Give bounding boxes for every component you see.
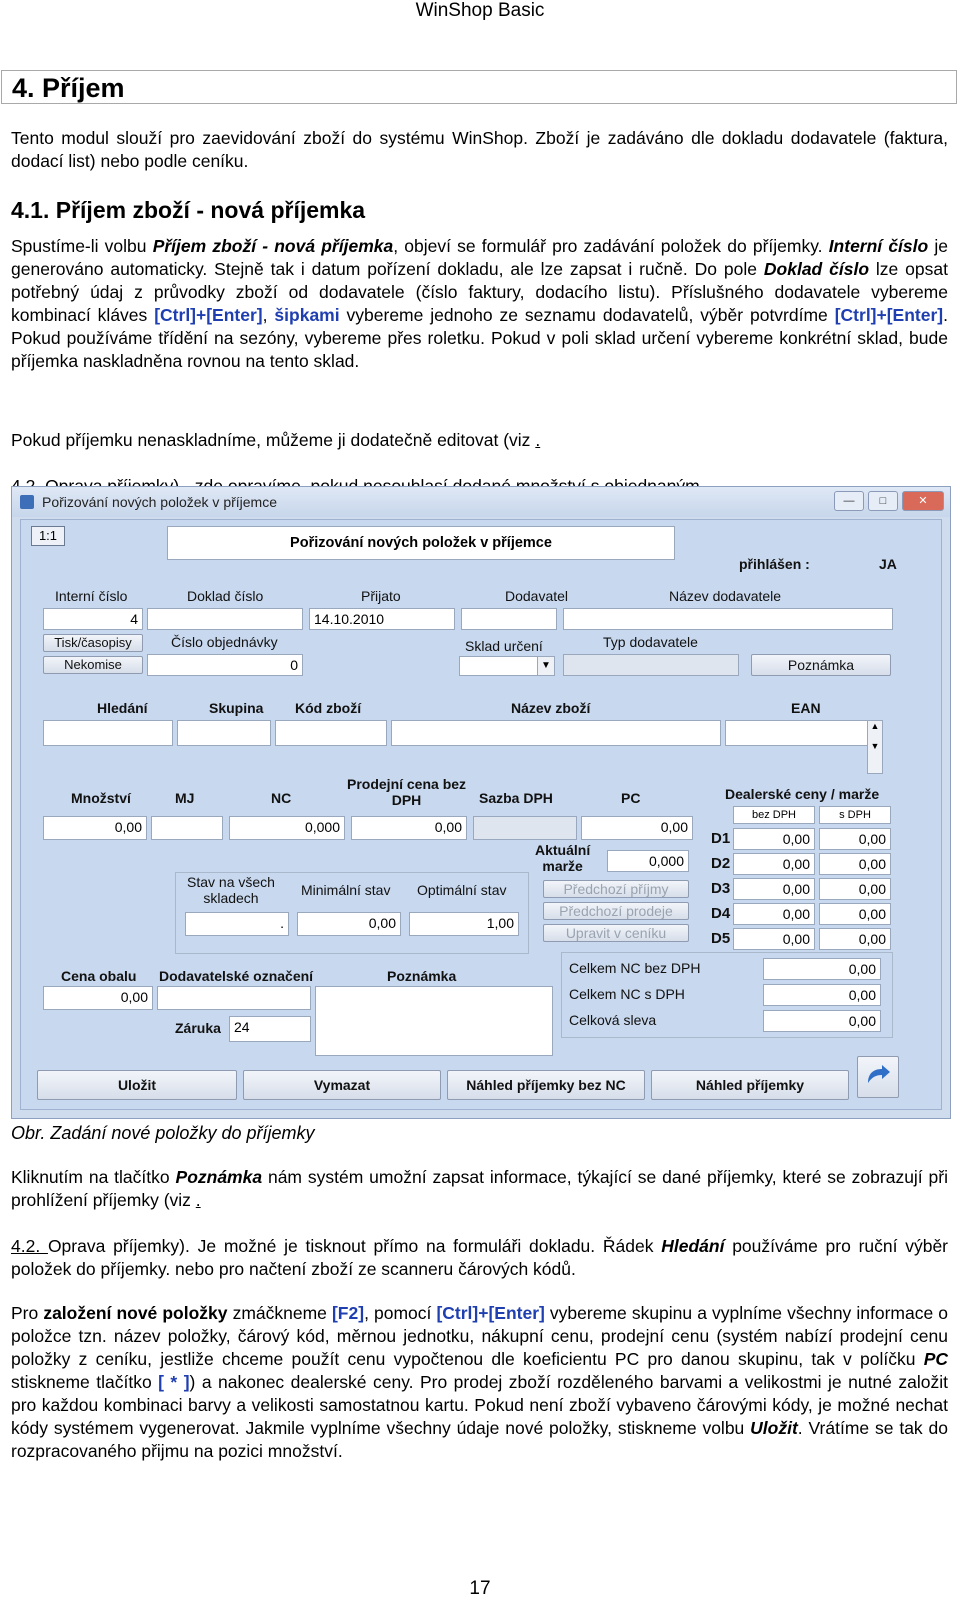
doklad-cislo-label: Doklad číslo — [187, 588, 264, 604]
dealer-bez-d3[interactable]: 0,00 — [733, 878, 815, 900]
maximize-icon[interactable]: □ — [868, 491, 898, 511]
nazev-dodavatele-label: Název dodavatele — [669, 588, 782, 604]
typ-dodavatele-field[interactable] — [563, 654, 739, 676]
doklad-cislo-field[interactable] — [147, 608, 303, 630]
dodavatelske-oznaceni-field[interactable] — [157, 986, 311, 1010]
nazev-zbozi-label: Název zboží — [511, 700, 591, 716]
interni-cislo-label: Interní číslo — [55, 588, 128, 604]
dealer-label-d5: D5 — [711, 930, 731, 947]
intro-paragraph: Tento modul slouží pro zaevidování zboží do systému WinShop. Zboží je zadáváno dle dokladu dodavatele (faktura, dodací list) nebo podle ceníku. — [11, 128, 948, 171]
upravit-v-ceniku-button[interactable]: Upravit v ceníku — [543, 924, 689, 942]
nekomise-button[interactable]: Nekomise — [43, 656, 143, 674]
paragraph-3: Kliknutím na tlačítko Poznámka nám systém umožní zapsat informace, týkající se dané příjemky, které se zobrazují při prohlížení příjemky (viz . 4.2. Oprava příjemky). Je možné je tisknout přímo na formuláři dokladu. Řádek Hledání používáme pro ruční výběr položek do příjemky. nebo pro načtení zboží ze scanneru čárových kódů. — [11, 1167, 949, 1279]
kod-zbozi-input[interactable] — [275, 720, 387, 746]
nahled-button[interactable]: Náhled příjemky — [651, 1070, 849, 1100]
poznamka-field[interactable] — [315, 986, 553, 1056]
dealer-label-d2: D2 — [711, 855, 731, 872]
nazev-zbozi-input[interactable] — [391, 720, 721, 746]
ratio-badge: 1:1 — [31, 526, 65, 546]
dealer-bez-d4[interactable]: 0,00 — [733, 903, 815, 925]
section-title: 4.1. Příjem zboží - nová příjemka — [11, 197, 366, 223]
celkem-nc-bez-label: Celkem NC bez DPH — [569, 960, 701, 976]
prihlasen-value: JA — [879, 556, 897, 572]
cena-obalu-label: Cena obalu — [61, 968, 137, 984]
pc-input[interactable]: 0,00 — [581, 816, 693, 840]
prodejni-cena-label: Prodejní cena bez DPH — [347, 776, 467, 808]
dodavatelske-oznaceni-label: Dodavatelské označení — [159, 968, 314, 984]
stav-vsech-field[interactable]: . — [185, 912, 289, 936]
typ-dodavatele-label: Typ dodavatele — [603, 634, 698, 650]
celkova-sleva-field[interactable]: 0,00 — [763, 1010, 881, 1032]
predchozi-prodeje-button[interactable]: Předchozí prodeje — [543, 902, 689, 920]
return-arrow-icon — [864, 1063, 892, 1089]
chapter-title: 4. Příjem — [1, 70, 957, 104]
cislo-objednavky-label: Číslo objednávky — [171, 634, 278, 650]
chevron-down-icon[interactable]: ▼ — [537, 657, 554, 675]
tisk-casopisy-button[interactable]: Tisk/časopisy — [43, 634, 143, 652]
skupina-label: Skupina — [209, 700, 264, 716]
xref-link[interactable]: . — [535, 430, 541, 450]
kod-zbozi-label: Kód zboží — [295, 700, 362, 716]
xref-link[interactable]: . — [195, 1190, 201, 1210]
stav-label: Stav na všech skladech — [187, 874, 275, 906]
window-titlebar — [12, 487, 950, 517]
nc-label: NC — [271, 790, 292, 806]
skupina-input[interactable] — [177, 720, 271, 746]
cislo-objednavky-field[interactable]: 0 — [147, 654, 303, 676]
app-icon — [20, 495, 34, 509]
min-stav-field[interactable]: 0,00 — [297, 912, 401, 936]
page-number: 17 — [469, 1578, 491, 1599]
dealer-label-d3: D3 — [711, 880, 731, 897]
dealer-bez-d1[interactable]: 0,00 — [733, 828, 815, 850]
paragraph-2: Pokud příjemku nenaskladníme, můžeme ji dodatečně editovat (viz . — [11, 417, 948, 509]
nazev-dodavatele-field[interactable] — [563, 608, 893, 630]
min-stav-label: Minimální stav — [301, 882, 391, 898]
figure-caption: Obr. Zadání nové položky do příjemky — [11, 1123, 315, 1143]
close-icon[interactable]: ✕ — [902, 491, 944, 511]
prijato-field[interactable]: 14.10.2010 — [309, 608, 455, 630]
prihlasen-label: přihlášen : — [739, 556, 810, 572]
zaruka-field[interactable]: 24 — [229, 1016, 311, 1042]
dodavatel-field[interactable] — [461, 608, 557, 630]
dealer-s-d5[interactable]: 0,00 — [819, 928, 891, 950]
dealer-s-d4[interactable]: 0,00 — [819, 903, 891, 925]
poznamka-button[interactable]: Poznámka — [751, 654, 891, 676]
form-title: Pořizování nových položek v příjemce — [167, 526, 675, 560]
opt-stav-field[interactable]: 1,00 — [409, 912, 519, 936]
mj-label: MJ — [175, 790, 195, 806]
aktualni-marze-label: Aktuální marže — [535, 842, 591, 874]
ulozit-button[interactable]: Uložit — [37, 1070, 237, 1100]
paragraph-1: Spustíme-li volbu Příjem zboží - nová příjemka, objeví se formulář pro zadávání položek do příjemky. Interní číslo je generováno automaticky. Stejně tak i datum pořízení dokladu, ale lze zapsat i ručně. Do pole Doklad číslo lze opsat potřebný údaj z průvodky zboží od dodavatele (číslo faktury, dodacího listu). Příslušného dodavatele vybereme kombinací kláves [Ctrl]+[Enter], šipkami vybereme jednoho ze seznamu dodavatelů, výběr potvrdíme [Ctrl]+[Enter]. Pokud používáme třídění na sezóny, vybereme přes roletku. Pokud v poli sklad určení vybereme konkrétní sklad, bude příjemka naskladněna rovnou na tento sklad. — [11, 236, 948, 371]
ean-label: EAN — [791, 700, 821, 716]
paragraph-4: Pro založení nové položky zmáčkneme [F2], pomocí [Ctrl]+[Enter] vybereme skupinu a vyplníme všechny informace o položce tzn. název položky, čárový kód, měrnou jednotku, nákupní cenu, prodejní cenu (systém nabízí prodejní cenu položky z ceníku, jestliže chceme použít cenu vypočtenou dle koeficientu PC pro danou skupinu, tak v políčku PC stiskneme tlačítko [ * ]) a nakonec dealerské ceny. Pro prodej zboží rozděleného barvami a velikostmi je nutné založit pro každou kombinaci barvy a velikosti samostatnou kartu. Pokud není zboží vybaveno čárovými kódy, je možné nechat kódy systémem vygenerovat. Jakmile vyplníme všechny údaje nové položky, stiskneme volbu Uložit. Vrátíme se tak do rozpracovaného přijmu na pozici množství. — [11, 1303, 948, 1461]
bez-dph-header: bez DPH — [733, 806, 815, 824]
dealer-label-d4: D4 — [711, 905, 731, 922]
dealer-s-d1[interactable]: 0,00 — [819, 828, 891, 850]
prijato-label: Přijato — [361, 588, 401, 604]
mnozstvi-input[interactable]: 0,00 — [43, 816, 147, 840]
ean-input[interactable] — [725, 720, 875, 746]
aktualni-marze-field[interactable]: 0,000 — [607, 850, 689, 872]
interni-cislo-field[interactable]: 4 — [43, 608, 143, 630]
celkem-nc-s-label: Celkem NC s DPH — [569, 986, 685, 1002]
hledani-label: Hledání — [97, 700, 148, 716]
xref-link-section[interactable]: 4.2. — [11, 1236, 48, 1256]
hledani-input[interactable] — [43, 720, 173, 746]
minimize-icon[interactable]: — — [834, 491, 864, 511]
predchozi-prijmy-button[interactable]: Předchozí příjmy — [543, 880, 689, 898]
dealer-s-d2[interactable]: 0,00 — [819, 853, 891, 875]
dealer-label-d1: D1 — [711, 830, 731, 847]
scrollbar[interactable]: ▲ ▼ — [867, 720, 883, 774]
opt-stav-label: Optimální stav — [417, 882, 507, 898]
sazba-dph-label: Sazba DPH — [479, 790, 553, 806]
sazba-dph-input[interactable] — [473, 816, 577, 840]
celkem-nc-bez-field[interactable]: 0,00 — [763, 958, 881, 980]
pc-label: PC — [621, 790, 641, 806]
nc-input[interactable]: 0,000 — [229, 816, 345, 840]
dealer-bez-d5[interactable]: 0,00 — [733, 928, 815, 950]
prodejni-cena-input[interactable]: 0,00 — [351, 816, 467, 840]
mnozstvi-label: Množství — [71, 790, 131, 806]
cena-obalu-field[interactable]: 0,00 — [43, 986, 153, 1010]
dealerske-ceny-label: Dealerské ceny / marže — [725, 786, 880, 802]
form-body — [20, 519, 942, 1110]
s-dph-header: s DPH — [819, 806, 891, 824]
sklad-urceni-label: Sklad určení — [465, 638, 543, 654]
dealer-bez-d2[interactable]: 0,00 — [733, 853, 815, 875]
zaruka-label: Záruka — [175, 1020, 221, 1036]
window-title: Pořizování nových položek v příjemce — [42, 494, 277, 510]
mj-input[interactable] — [151, 816, 223, 840]
page-header: WinShop Basic — [415, 0, 545, 21]
poznamka-label: Poznámka — [387, 968, 457, 984]
celkem-nc-s-field[interactable]: 0,00 — [763, 984, 881, 1006]
celkova-sleva-label: Celková sleva — [569, 1012, 657, 1028]
nahled-bez-nc-button[interactable]: Náhled příjemky bez NC — [447, 1070, 645, 1100]
vymazat-button[interactable]: Vymazat — [243, 1070, 441, 1100]
dodavatel-label: Dodavatel — [505, 588, 569, 604]
return-button[interactable] — [857, 1056, 899, 1098]
dealer-s-d3[interactable]: 0,00 — [819, 878, 891, 900]
app-window-screenshot — [11, 486, 951, 1119]
sklad-urceni-select[interactable] — [459, 656, 555, 676]
